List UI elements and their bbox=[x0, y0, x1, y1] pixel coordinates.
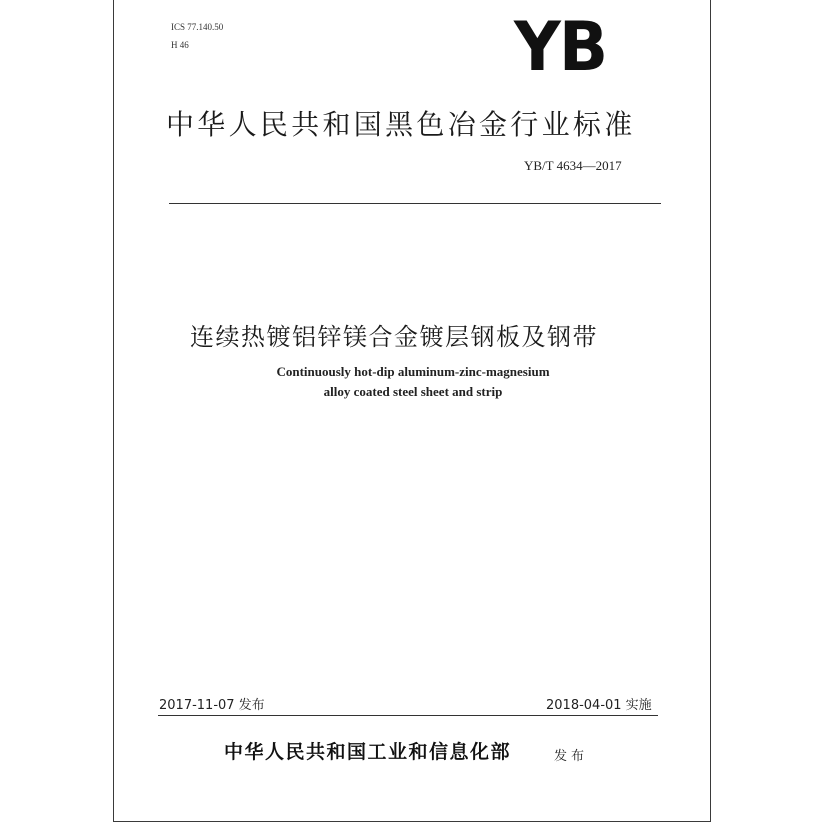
publish-label: 发布 bbox=[554, 749, 589, 764]
header-divider bbox=[169, 203, 661, 204]
standard-title: 中华人民共和国黑色冶金行业标准 bbox=[166, 108, 636, 141]
footer-divider bbox=[158, 715, 658, 716]
publisher: 中华人民共和国工业和信息化部 bbox=[224, 741, 512, 763]
document-title-english-line2: alloy coated steel sheet and strip bbox=[323, 384, 503, 399]
implementation-date: 2018-04-01 实施 bbox=[546, 698, 652, 713]
document-title-chinese: 连续热镀铝锌镁合金镀层钢板及钢带 bbox=[190, 323, 598, 351]
yb-logo: YB bbox=[514, 8, 607, 87]
ccs-code: H 46 bbox=[171, 40, 189, 50]
document-page bbox=[113, 0, 711, 822]
standard-number: YB/T 4634—2017 bbox=[524, 158, 622, 173]
ics-code: ICS 77.140.50 bbox=[171, 22, 224, 32]
issue-date: 2017-11-07 发布 bbox=[159, 698, 265, 713]
document-title-english-line1: Continuously hot-dip aluminum-zinc-magnesium bbox=[276, 364, 550, 379]
